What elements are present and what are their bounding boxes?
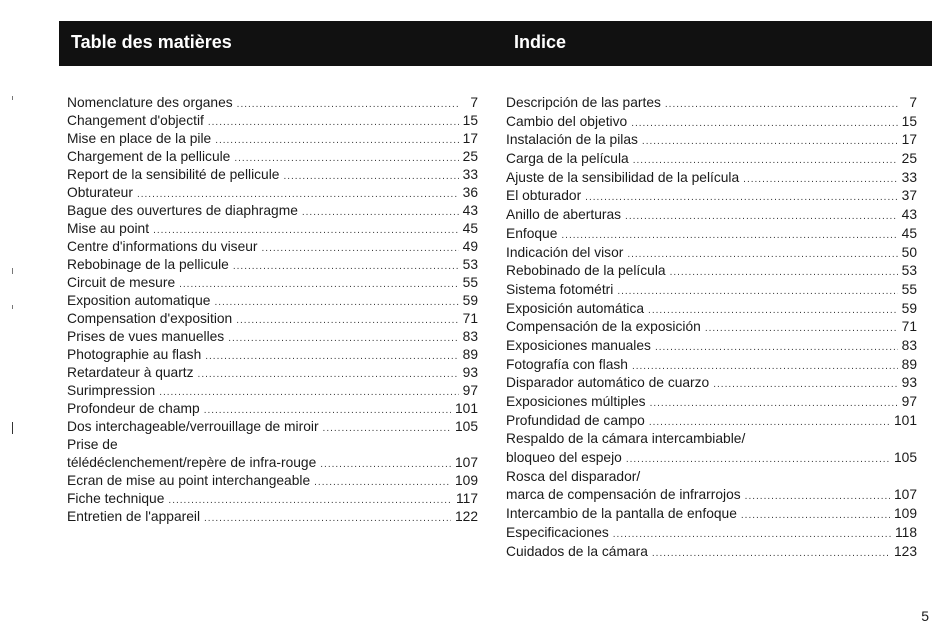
toc-entry-page: 55 (901, 281, 917, 297)
toc-entry (506, 150, 917, 169)
toc-entry (67, 274, 478, 292)
dot-leader (665, 96, 899, 113)
toc-entry-label: Fiche technique (67, 491, 165, 506)
dot-leader (262, 240, 459, 256)
dot-leader (613, 526, 891, 543)
dot-leader (137, 186, 459, 202)
toc-entry-label: Carga de la película (506, 151, 629, 167)
toc-entry-page: 97 (462, 383, 478, 398)
toc-entry-label: Photographie au flash (67, 347, 202, 362)
toc-entry (506, 281, 917, 300)
toc-entry-label: Circuit de mesure (67, 275, 176, 290)
toc-entry-page: 45 (462, 221, 478, 236)
toc-entry (67, 508, 478, 526)
toc-entry-label: Enfoque (506, 225, 558, 241)
toc-entry-label: Bague des ouvertures de diaphragme (67, 203, 298, 218)
toc-entry (67, 148, 478, 166)
dot-leader (228, 330, 458, 346)
toc-entry-page: 25 (901, 151, 917, 167)
page-number: 5 (921, 608, 929, 624)
dot-leader (617, 283, 897, 300)
dot-leader (650, 395, 898, 412)
toc-entry-label: Prise de (67, 437, 118, 452)
toc-entry-label: Prises de vues manuelles (67, 329, 225, 344)
dot-leader (713, 376, 897, 393)
toc-entry (67, 418, 478, 436)
toc-entry-label: Exposition automatique (67, 293, 211, 308)
toc-entry-page: 109 (454, 473, 478, 488)
toc-entry-page: 7 (470, 95, 478, 110)
toc-entry (506, 393, 917, 412)
toc-entry (506, 449, 917, 468)
toc-entry-label: Exposición automática (506, 300, 645, 316)
toc-entry (67, 346, 478, 364)
toc-entry-label: Compensación de la exposición (506, 319, 701, 335)
dot-leader (205, 348, 458, 364)
dot-leader (649, 414, 890, 431)
dot-leader (236, 312, 458, 328)
margin-mark (12, 268, 13, 274)
dot-leader (705, 320, 898, 337)
toc-entry-page: 33 (901, 169, 917, 185)
toc-entry-label: Exposiciones múltiples (506, 394, 646, 409)
dot-leader (648, 302, 898, 319)
dot-leader (741, 507, 890, 524)
toc-entry-label: Especificaciones (506, 524, 609, 540)
toc-entry-label: Compensation d'exposition (67, 311, 233, 326)
toc-entry-label: Rosca del disparador/ (506, 468, 641, 484)
toc-entry (67, 364, 478, 382)
toc-entry-page: 101 (893, 412, 917, 428)
toc-entry (67, 220, 478, 238)
toc-entry-label: Cambio del objetivo (506, 113, 628, 129)
dot-leader (283, 168, 458, 184)
toc-entry-label: Profundidad de campo (506, 412, 645, 428)
toc-entry (506, 524, 917, 543)
toc-entry (506, 131, 917, 150)
french-title: Table des matières (71, 32, 232, 52)
toc-entry-label: Ajuste de la sensibilidad de la película (506, 169, 740, 185)
toc-entry-page: 122 (454, 509, 478, 524)
dot-leader (632, 358, 898, 375)
toc-entry-label: Obturateur (67, 185, 133, 200)
toc-entry (67, 112, 478, 130)
toc-entry (506, 412, 917, 431)
toc-entry-page: 105 (893, 450, 917, 466)
toc-entry-label: Changement d'objectif (67, 113, 204, 128)
toc-entry-page: 83 (462, 329, 478, 344)
spanish-title: Indice (514, 32, 567, 52)
toc-entry-label: bloqueo del espejo (506, 450, 622, 466)
toc-entry-page: 101 (454, 401, 478, 416)
toc-entry-label: Anillo de aberturas (506, 207, 622, 223)
toc-entry-page: 71 (462, 311, 478, 326)
toc-entry-page: 117 (456, 491, 478, 506)
toc-entry-label: Nomenclature des organes (67, 95, 233, 110)
toc-entry-label: El obturador (506, 188, 582, 204)
toc-entry-label: Mise au point (67, 221, 150, 236)
toc-entry-page: 36 (462, 185, 478, 200)
dot-leader (215, 132, 458, 148)
dot-leader (642, 133, 898, 150)
toc-entry (506, 318, 917, 337)
toc-entry-page: 109 (893, 506, 917, 522)
dot-leader (153, 222, 459, 238)
toc-entry (67, 256, 478, 274)
toc-entry (67, 382, 478, 400)
toc-entry (506, 374, 917, 393)
toc-entry-label: Disparador automático de cuarzo (506, 375, 710, 391)
dot-leader (670, 264, 898, 281)
toc-entry-page: 107 (454, 455, 478, 470)
toc-entry (67, 310, 478, 328)
toc-entry (506, 356, 917, 375)
toc-entry (506, 113, 917, 132)
toc-entry (67, 202, 478, 220)
toc-entry-label: marca de compensación de infrarrojos (506, 487, 741, 503)
margin-mark (12, 305, 13, 309)
dot-leader (179, 276, 459, 292)
toc-entry-page: 93 (462, 365, 478, 380)
toc-entry-page: 83 (901, 337, 917, 353)
toc-entry-page: 25 (462, 149, 478, 164)
toc-entry (67, 166, 478, 184)
dot-leader (745, 488, 890, 505)
toc-entry-page: 59 (901, 300, 917, 316)
toc-entry-page: 55 (462, 275, 478, 290)
dot-leader (204, 402, 451, 418)
dot-leader (198, 366, 459, 382)
toc-entry-label: Mise en place de la pile (67, 131, 212, 146)
dot-leader (208, 114, 459, 130)
toc-entry-page: 59 (462, 293, 478, 308)
toc-entry-label: Retardateur à quartz (67, 365, 194, 380)
toc-entry-label: Fotografía con flash (506, 356, 628, 372)
toc-entry-page: 43 (901, 207, 917, 223)
toc-entry-label: Chargement de la pellicule (67, 149, 231, 164)
toc-entry-page: 118 (895, 524, 917, 540)
toc-entry-page: 53 (462, 257, 478, 272)
toc-entry (67, 184, 478, 202)
margin-mark (12, 96, 13, 100)
dot-leader (302, 204, 459, 220)
toc-entry-label: Instalación de la pilas (506, 132, 638, 148)
toc-entry-page: 49 (462, 239, 478, 254)
toc-entry-label: Cuidados de la cámara (506, 543, 648, 559)
toc-entry-page: 17 (462, 131, 478, 146)
toc-entry (506, 206, 917, 225)
toc-entry-label: Intercambio de la pantalla de enfoque (506, 506, 737, 522)
toc-entry (67, 94, 478, 112)
toc-entry-page: 45 (901, 225, 917, 241)
toc-entry (506, 225, 917, 244)
dot-leader (561, 227, 897, 244)
toc-entry-label: Sistema fotométri (506, 281, 614, 297)
toc-entry (67, 238, 478, 256)
toc-entry-page: 105 (454, 419, 478, 434)
toc-entry-label: Dos interchageable/verrouillage de miroir (67, 419, 319, 434)
toc-entry (506, 169, 917, 188)
toc-entry-page: 89 (901, 356, 917, 372)
toc-entry-page: 53 (901, 263, 917, 279)
toc-entry-label: télédéclenchement/repère de infra-rouge (67, 455, 317, 470)
dot-leader (237, 96, 460, 112)
toc-entry-page: 37 (901, 188, 917, 204)
toc-entry (67, 130, 478, 148)
dot-leader (233, 258, 459, 274)
dot-leader (655, 339, 898, 356)
dot-leader (320, 456, 451, 472)
toc-entry (506, 187, 917, 206)
dot-leader (652, 545, 890, 562)
dot-leader (204, 510, 451, 526)
toc-entry (506, 505, 917, 524)
toc-entry-label: Respaldo de la cámara intercambiable/ (506, 431, 746, 447)
dot-leader (633, 152, 898, 169)
toc-entry (506, 262, 917, 281)
dot-leader (234, 150, 458, 166)
toc-entry-page: 15 (462, 113, 478, 128)
toc-entry (67, 292, 478, 310)
toc-entry-label: Rebobinado de la película (506, 263, 666, 279)
toc-entry-label: Rebobinage de la pellicule (67, 257, 229, 272)
dot-leader (626, 451, 890, 468)
toc-entry-label: Exposiciones manuales (506, 337, 651, 353)
toc-entry-label: Indicación del visor (506, 244, 624, 260)
toc-entry-label: Surimpression (67, 383, 156, 398)
toc-entry-page: 33 (462, 167, 478, 182)
toc-entry (67, 400, 478, 418)
dot-leader (159, 384, 458, 400)
toc-entry-page: 97 (901, 394, 917, 409)
margin-mark (12, 422, 13, 434)
toc-entry-label: Report de la sensibilité de pellicule (67, 167, 280, 182)
dot-leader (314, 474, 451, 490)
toc-entry-page: 17 (901, 132, 917, 148)
dot-leader (168, 492, 452, 508)
toc-entry-page: 107 (893, 487, 917, 503)
dot-leader (631, 115, 897, 132)
toc-entry-page: 93 (901, 375, 917, 391)
toc-entry-label: Ecran de mise au point interchangeable (67, 473, 311, 488)
toc-entry (506, 486, 917, 505)
header-bar (59, 21, 932, 66)
toc-entry-label: Profondeur de champ (67, 401, 200, 416)
toc-entry (67, 454, 478, 472)
toc-entry (506, 244, 917, 263)
toc-entry-page: 43 (462, 203, 478, 218)
toc-entry (506, 300, 917, 319)
toc-entry-label: Entretien de l'appareil (67, 509, 201, 524)
toc-entry-page: 89 (462, 347, 478, 362)
toc-entry-page: 123 (893, 543, 917, 559)
dot-leader (585, 189, 897, 206)
toc-entry-label: Descripción de las partes (506, 95, 661, 110)
toc-entry-label: Centre d'informations du viseur (67, 239, 258, 254)
dot-leader (214, 294, 458, 310)
dot-leader (743, 171, 897, 188)
toc-entry (506, 543, 917, 562)
spanish-contents (506, 94, 917, 561)
dot-leader (625, 208, 898, 225)
dot-leader (323, 420, 451, 436)
toc-entry-page: 15 (901, 113, 917, 129)
toc-entry (67, 490, 478, 508)
toc-entry (506, 94, 917, 113)
toc-entry-page: 50 (901, 244, 917, 260)
toc-entry-page: 7 (909, 95, 917, 110)
toc-entry (67, 472, 478, 490)
french-contents (67, 94, 478, 526)
toc-entry-page: 71 (901, 319, 917, 335)
toc-entry (67, 328, 478, 346)
toc-entry (506, 337, 917, 356)
dot-leader (627, 246, 897, 263)
